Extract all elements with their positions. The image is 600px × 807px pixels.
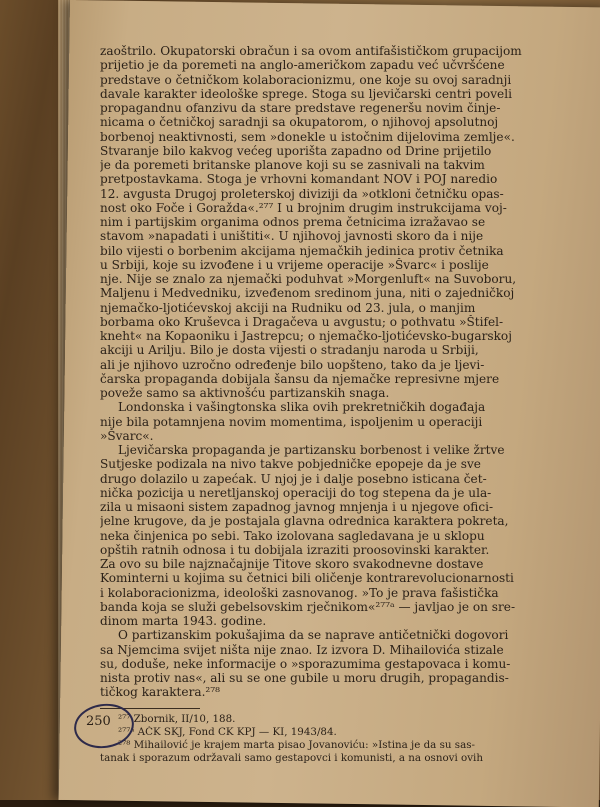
text-line: i kolaboracionizma, ideološki zasnovanog. »To je prava fašistička	[100, 585, 499, 600]
text-line: »Švarc«.	[100, 428, 154, 443]
page-text	[100, 44, 540, 765]
text-line: davale karakter ideološke sprege. Stoga su ljevičarski centri poveli	[100, 86, 512, 101]
paragraph-3	[100, 443, 540, 628]
text-line: ali je njihovo uzročno određenje bilo uopšteno, tako da je ljevi-	[100, 357, 485, 372]
text-line: su, doduše, neke informacije o »sporazumima gestapovaca i komu-	[100, 656, 511, 671]
text-line: borbama oko Kruševca i Dragačeva u avgustu; o pothvatu »Štifel-	[100, 314, 504, 329]
text-line: akciji u Arilju. Bilo je dosta vijesti o stradanju naroda u Srbiji,	[100, 343, 479, 358]
text-line: prijetio je da poremeti na anglo-američkom zapadu već učvršćene	[100, 58, 505, 73]
text-line: zaoštrilo. Okupatorski obračun i sa ovom antifašističkom grupacijom	[100, 44, 522, 58]
paragraph-2	[100, 400, 540, 443]
text-line: čarska propaganda dobijala šansu da njemačke represivne mjere	[100, 371, 500, 386]
footnote-continued: tanak i sporazum održavali samo gestapovci i komunisti, a na osnovi ovih	[100, 751, 483, 764]
text-line: poveže samo sa aktivnošću partizanskih snaga.	[100, 386, 390, 400]
text-line: nje. Nije se znalo za njemački poduhvat »Morgenluft« na Suvoboru,	[100, 272, 517, 286]
text-line: sa Njemcima svijet ništa nije znao. Iz izvora D. Mihailovića stizale	[100, 642, 504, 657]
text-line: njemačko-ljotićevskoj akciji na Rudniku od 23. jula, o manjim	[100, 300, 476, 315]
text-line: Maljenu i Medvedniku, izveđenom sredinom juna, niti o zajedničkoj	[100, 286, 515, 301]
text-line: Sutjeske podizala na nivo takve pobjedničke epopeje da je sve	[100, 457, 481, 472]
footnote: ²⁷⁸ Mihailović je krajem marta pisao Jovanoviću: »Istina je da su sas-	[118, 738, 475, 751]
footnote: ²⁷⁷ᵃ AČK SKJ, Fond CK KPJ — KI, 1943/84.	[118, 725, 337, 738]
text-line: tičkog karaktera.²⁷⁸	[100, 685, 220, 700]
page-number: 250	[86, 714, 111, 729]
text-line: jelne krugove, da je postajala glavna odrednica karaktera pokreta,	[100, 514, 509, 529]
text-line: nim i partijskim organima odnos prema četnicima izražavao se	[100, 215, 486, 229]
text-line: nost oko Foče i Goražda«.²⁷⁷ I u brojnim drugim instrukcijama voj-	[100, 200, 507, 215]
text-line: banda koja se služi gebelsovskim rječnikom«²⁷⁷ᵃ — javljao je on sre-	[100, 599, 516, 614]
text-line: opštih ratnih odnosa i tu dobijala izraziti proosovinski karakter.	[100, 542, 490, 557]
text-line: Stvaranje bilo kakvog većeg uporišta zapadno od Drine prijetilo	[100, 143, 492, 158]
text-line: dinom marta 1943. godine.	[100, 614, 267, 628]
text-line: nista protiv nas«, ali su se one gubile u moru drugih, propagandis-	[100, 671, 509, 685]
text-line: bilo vijesti o borbenim akcijama njemačkih jedinica protiv četnika	[100, 243, 504, 258]
text-line: borbenoj neaktivnosti, sem »donekle u istočnim dijelovima zemlje«.	[100, 129, 515, 144]
text-line: O partizanskim pokušajima da se naprave antičetnički dogovori	[118, 628, 509, 643]
paragraph-4	[100, 628, 540, 699]
text-line: zila u misaoni sistem zapadnog javnog mnjenja i u njegove ofici-	[100, 500, 494, 514]
text-line: nička pozicija u neretljanskoj operaciji do tog stepena da je ula-	[100, 485, 492, 500]
paragraph-1	[100, 44, 540, 400]
text-line: je da poremeti britanske planove koji su se zasnivali na takvim	[100, 158, 485, 172]
text-line: Kominterni u kojima su četnici bili oličenje kontrarevolucionarnosti	[100, 571, 514, 586]
text-line: 12. avgusta Drugoj proleterskoj diviziji da »otkloni četničku opas-	[100, 186, 504, 201]
text-line: nije bila potamnjena novim momentima, ispoljenim u operaciji	[100, 414, 483, 429]
text-line: nicama o četničkoj saradnji sa okupatorom, o njihovoj apsolutnoj	[100, 115, 499, 130]
text-line: Londonska i vašingtonska slika ovih prekretničkih događaja	[118, 400, 486, 415]
text-line: u Srbiji, koje su izvođene i u vrijeme operacije »Švarc« i poslije	[100, 257, 489, 272]
text-line: predstave o četničkom kolaboracionizmu, one koje su ovoj saradnji	[100, 72, 512, 87]
text-line: stavom »napadati i uništiti«. U njihovoj javnosti skoro da i nije	[100, 229, 484, 244]
text-line: drugo dolazilo u zapećak. U njoj je i dalje posebno isticana čet-	[100, 471, 487, 486]
text-line: propagandnu ofanzivu da stare predstave regeneršu novim činje-	[100, 101, 501, 115]
text-line: neka činjenica po sebi. Tako izolovana sagledavana je u sklopu	[100, 528, 485, 543]
text-line: pretpostavkama. Stoga je vrhovni komandant NOV i POJ naredio	[100, 172, 498, 187]
text-line: kneht« na Kopaoniku i Jastrepcu; o njemačko-ljotićevsko-bugarskoj	[100, 329, 512, 343]
text-line: Ljevičarska propaganda je partizansku borbenost i velike žrtve	[118, 443, 505, 457]
footnotes	[100, 713, 540, 765]
footnote: ²⁷⁷ Zbornik, II/10, 188.	[118, 712, 236, 725]
text-line: Za ovo su bile najznačajnije Titove skoro svakodnevne dostave	[100, 557, 484, 571]
